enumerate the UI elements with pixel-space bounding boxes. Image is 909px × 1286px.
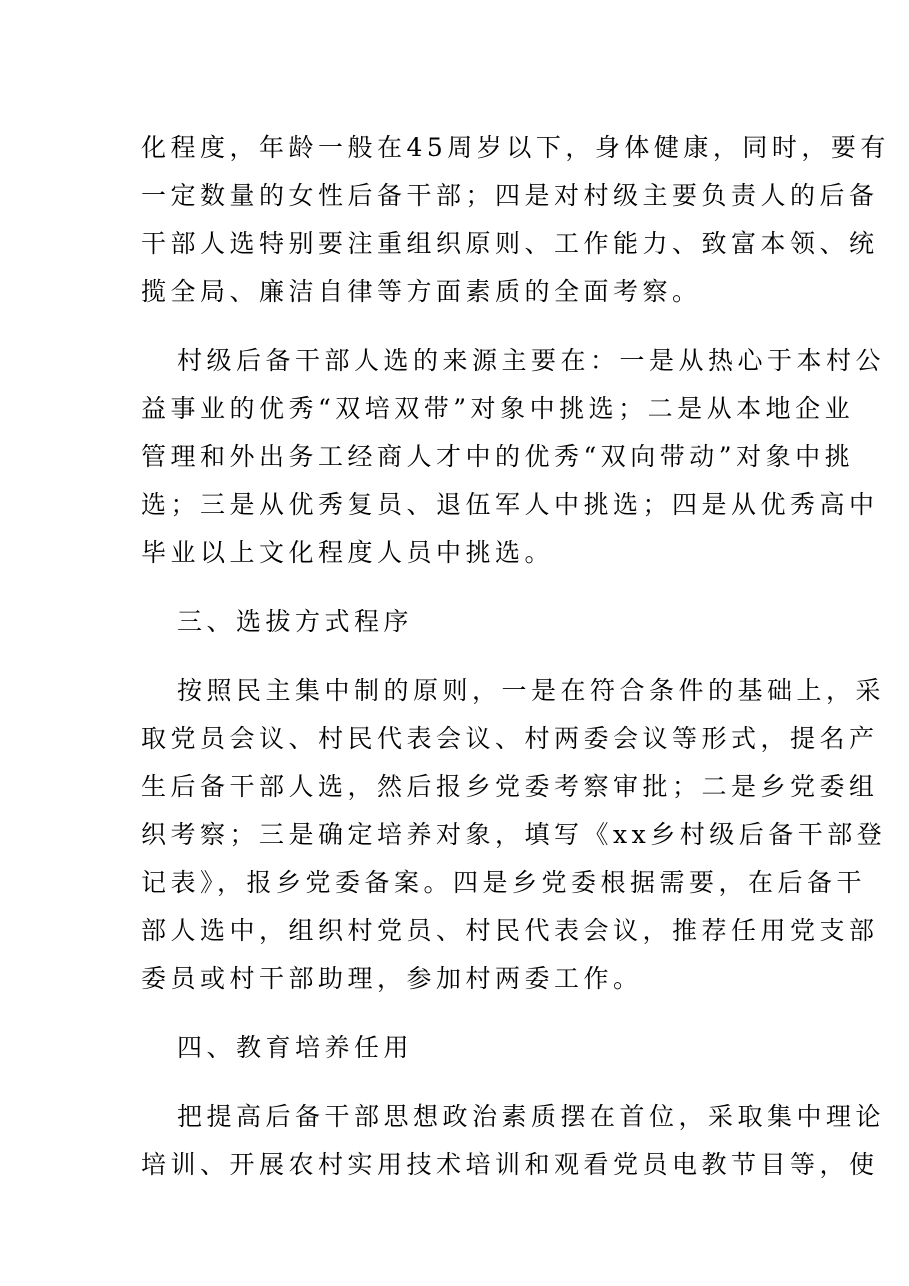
section-heading-selection-procedure: 三、选拔方式程序 — [177, 607, 414, 636]
paragraph-selection-procedure — [141, 667, 887, 1003]
text-line: 化程度，年龄一般在45周岁以下，身体健康，同时，要有 — [141, 133, 890, 162]
text-line: 益事业的优秀“双培双带”对象中挑选；二是从本地企业 — [141, 394, 855, 423]
text-line: 委员或村干部助理，参加村两委工作。 — [141, 964, 643, 993]
text-line: 一定数量的女性后备干部；四是对村级主要负责人的后备 — [141, 181, 879, 210]
text-line: 记表》，报乡党委备案。四是乡党委根据需要，在后备干 — [141, 868, 867, 897]
paragraph-candidate-sources — [141, 337, 886, 577]
text-line: 按照民主集中制的原则，一是在符合条件的基础上，采 — [177, 676, 886, 705]
text-line: 部人选中，组织村党员、村民代表会议，推荐任用党支部 — [141, 916, 879, 945]
text-line: 培训、开展农村实用技术培训和观看党员电教节目等，使 — [141, 1150, 879, 1179]
text-line: 把提高后备干部思想政治素质摆在首位，采取集中理论 — [177, 1102, 886, 1131]
text-line: 管理和外出务工经商人才中的优秀“双向带动”对象中挑 — [141, 442, 855, 471]
paragraph-qualification-continued — [141, 124, 890, 316]
paragraph-education-training — [141, 1093, 886, 1189]
text-line: 揽全局、廉洁自律等方面素质的全面考察。 — [141, 277, 702, 306]
text-line: 生后备干部人选，然后报乡党委考察审批；二是乡党委组 — [141, 772, 879, 801]
section-heading-education-training: 四、教育培养任用 — [177, 1033, 414, 1062]
text-line: 村级后备干部人选的来源主要在：一是从热心于本村公 — [177, 346, 886, 375]
text-line: 织考察；三是确定培养对象，填写《xx乡村级后备干部登 — [141, 820, 887, 849]
document-body — [141, 124, 890, 1210]
text-line: 取党员会议、村民代表会议、村两委会议等形式，提名产 — [141, 724, 879, 753]
text-line: 干部人选特别要注重组织原则、工作能力、致富本领、统 — [141, 229, 879, 258]
text-line: 选；三是从优秀复员、退伍军人中挑选；四是从优秀高中 — [141, 490, 879, 519]
text-line: 毕业以上文化程度人员中挑选。 — [141, 538, 555, 567]
